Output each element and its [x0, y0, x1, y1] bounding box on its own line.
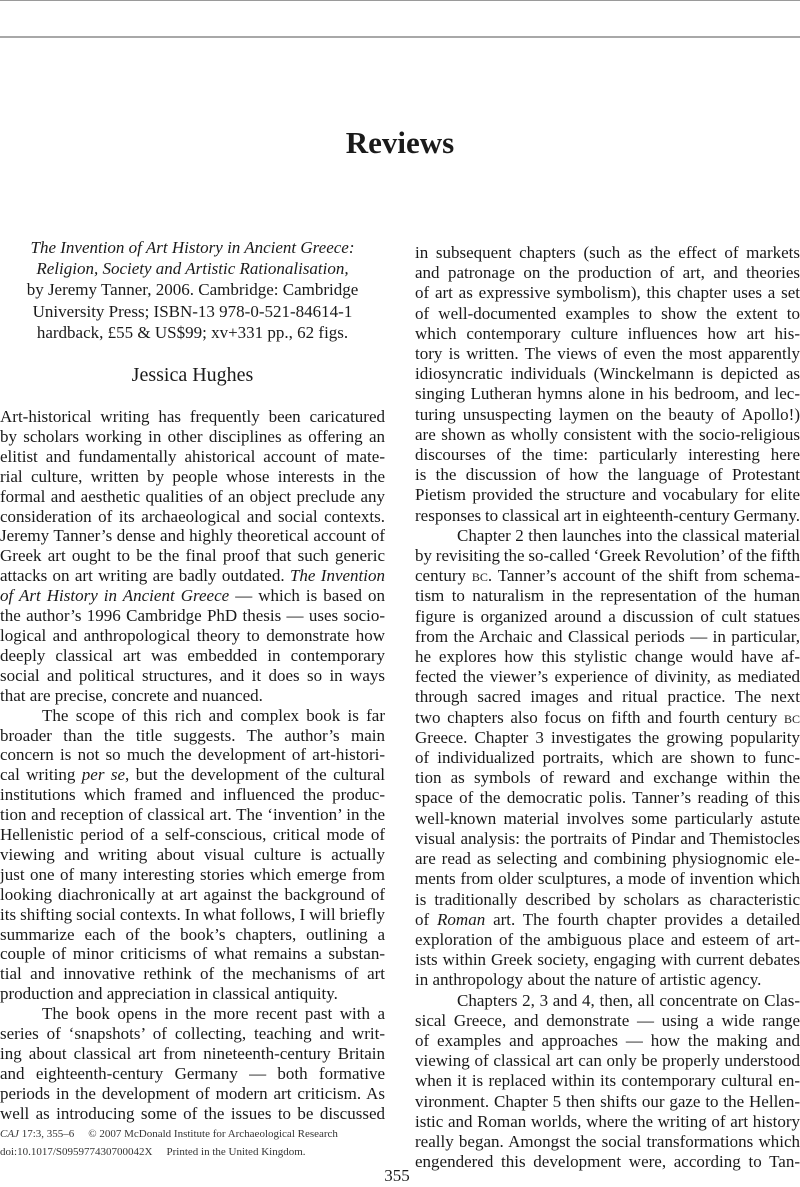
text-line: production and appreciation in classical antiquity. [0, 984, 338, 1004]
text-line: which contemporary culture influences how art his- [415, 323, 800, 343]
text-line: tion as symbols of reward and exchange within the [415, 768, 800, 788]
text-line: its shifting social contexts. In what follows, I will briefly [0, 904, 385, 924]
text-line: of Art History in Ancient Greece — which is based on [0, 586, 385, 606]
text-line: viewing of classical art can only be properly understood [415, 1051, 800, 1071]
text-line: by scholars working in other disciplines as offering an [0, 426, 385, 446]
copyright: © 2007 McDonald Institute for Archaeological Research [88, 1128, 338, 1140]
header-rule [0, 36, 800, 38]
top-rule [0, 0, 800, 1]
text-line: Art-historical writing has frequently been caricatured [0, 407, 385, 426]
text-line: that are precise, concrete and nuanced. [0, 685, 263, 705]
review-author: Jessica Hughes [131, 364, 254, 386]
text-line: two chapters also focus on fifth and fourth century bc [415, 707, 800, 727]
text-line: responses to classical art in eighteenth-century Germany. [415, 505, 800, 525]
book-title-line-1: The Invention of Art History in Ancient Greece: [30, 238, 355, 257]
text-line: The book opens in the more recent past with a [42, 1004, 385, 1024]
paragraph [0, 407, 385, 706]
text-line: of individualized portraits, which are shown to func- [415, 748, 800, 768]
text-line: is traditionally described by scholars as characteristic [415, 889, 800, 909]
text-line: tism to naturalism in the representation of the human [415, 586, 800, 606]
text-line: concern is not so much the development of art-histori- [0, 745, 385, 765]
paragraph [0, 1004, 385, 1123]
text-line: social and political structures, and it does so in ways [0, 665, 385, 685]
left-column [0, 407, 385, 1124]
text-line: of art as expressive symbolism), this chapter uses a set [415, 283, 800, 303]
text-line: series of ‘snapshots’ of collecting, teaching and writ- [0, 1024, 385, 1044]
citation-line-5: hardback, £55 & US$99; xv+331 pp., 62 figs. [36, 322, 349, 342]
book-citation [0, 237, 385, 343]
text-line: the author’s 1996 Cambridge PhD thesis — uses socio- [0, 606, 385, 626]
text-line: Pietism provided the structure and vocabulary for elite [415, 485, 800, 505]
text-line: from the Archaic and Classical periods — in particular, [415, 626, 800, 646]
text-line: periods in the development of modern art criticism. As [0, 1083, 385, 1103]
text-line: couple of minor criticisms of what remains a substan- [0, 944, 385, 964]
text-line: of Roman art. The fourth chapter provides a detailed [415, 909, 800, 929]
text-line: in subsequent chapters (such as the effect of markets [415, 243, 800, 262]
text-line: tion and reception of classical art. The ‘invention’ in the [0, 805, 385, 825]
text-line: ing about classical art from nineteenth-century Britain [0, 1044, 385, 1063]
text-line: idiosyncratic individuals (Winckelmann is depicted as [415, 364, 800, 384]
text-line: he explores how this stylistic change would have af- [415, 647, 800, 667]
section-title: Reviews [345, 125, 455, 160]
text-line: well-known material involves some particularly astute [415, 808, 800, 828]
citation-line-4: University Press; ISBN-13 978-0-521-84614-1 [32, 301, 353, 321]
text-line: looking diachronically at art against the background of [0, 884, 385, 904]
text-line: The scope of this rich and complex book is far [42, 705, 385, 725]
text-line: discourses of the time: particularly interesting here [415, 445, 800, 465]
text-line: deeply classical art was embedded in contemporary [0, 645, 385, 665]
paragraph [415, 243, 800, 526]
text-line: are read as selecting and combining physiognomic ele- [415, 849, 800, 869]
text-line: really began. Amongst the social transformations which [415, 1131, 800, 1151]
text-line: well as introducing some of the issues to be discussed [0, 1103, 385, 1123]
text-line: figure is organized around a discussion of cult statues [415, 606, 800, 626]
text-line: Chapters 2, 3 and 4, then, all concentrate on Clas- [457, 990, 800, 1010]
text-line: broader than the title suggests. The author’s main [0, 725, 385, 745]
text-line: tial and innovative rethink of the mechanisms of art [0, 964, 385, 984]
text-line: is the discussion of how the language of Protestant [415, 465, 800, 485]
text-line: Greece. Chapter 3 investigates the growing popularity [415, 727, 800, 747]
text-line: and eighteenth-century Germany — both formative [0, 1063, 385, 1083]
book-title-line-2: Religion, Society and Artistic Rationalisation, [36, 259, 349, 279]
text-line: Hellenistic period of a self-conscious, critical mode of [0, 825, 385, 845]
page-number: 355 [384, 1166, 410, 1185]
text-line: engendered this development were, according to Tan- [415, 1152, 800, 1172]
right-column [415, 243, 800, 1172]
journal-issue: 17:3, 355–6 [21, 1128, 75, 1140]
text-line: in anthropology about the nature of artistic agency. [415, 970, 762, 990]
paragraph [415, 526, 800, 991]
text-line: ists within Greek society, engaging with current debates [415, 950, 800, 970]
journal-name: CAJ [0, 1128, 19, 1140]
doi: doi:10.1017/S095977430700042X [0, 1146, 153, 1158]
text-line: when it is replaced within its contemporary cultural en- [415, 1071, 800, 1091]
text-line: tory is written. The views of even the most apparently [415, 344, 800, 364]
text-line: attacks on art writing are badly outdated. The Invention [0, 566, 385, 586]
text-line: viewing and writing about visual culture is actually [0, 844, 385, 864]
text-line: turing unsuspecting laymen on the beauty of Apollo!) [415, 404, 800, 424]
text-line: century bc. Tanner’s account of the shift from schema- [415, 566, 800, 586]
text-line: formal and aesthetic qualities of an object preclude any [0, 486, 385, 506]
text-line: visual analysis: the portraits of Pindar and Themistocles [415, 828, 800, 848]
text-line: by revisiting the so-called ‘Greek Revolution’ of the fifth [415, 546, 800, 566]
text-line: through sacred images and ritual practice. The next [415, 687, 800, 707]
text-line: Greek art ought to be the final proof that such generic [0, 546, 385, 566]
text-line: of examples and approaches — how the making and [415, 1030, 800, 1050]
text-line: vironment. Chapter 5 then shifts our gaze to the Hellen- [415, 1091, 800, 1111]
text-line: summarize each of the book’s chapters, outlining a [0, 924, 385, 944]
text-line: ments from older sculptures, a mode of invention which [415, 869, 800, 889]
text-line: elitist and fundamentally ahistorical account of mate- [0, 446, 385, 466]
text-line: of well-documented examples to show the extent to [415, 303, 800, 323]
text-line: cal writing per se, but the development of the cultural [0, 765, 385, 785]
text-line: singing Lutheran hymns alone in his bedroom, and lec- [415, 384, 800, 404]
printed-in: Printed in the United Kingdom. [166, 1146, 306, 1158]
citation-line-3: by Jeremy Tanner, 2006. Cambridge: Cambridge [26, 280, 359, 300]
text-line: institutions which framed and influenced the produc- [0, 785, 385, 805]
text-line: istic and Roman worlds, where the writing of art history [415, 1111, 800, 1131]
text-line: fected the viewer’s experience of divinity, as mediated [415, 667, 800, 687]
text-line: just one of many interesting stories which emerge from [0, 864, 385, 884]
text-line: consideration of its archaeological and social contexts. [0, 506, 385, 526]
text-line: rial culture, written by people whose interests in the [0, 466, 385, 486]
text-line: sical Greece, and demonstrate — using a wide range [415, 1010, 800, 1030]
paragraph [0, 706, 385, 1005]
journal-footer [0, 1125, 385, 1161]
text-line: logical and anthropological theory to demonstrate how [0, 625, 385, 645]
paragraph [415, 991, 800, 1173]
text-line: Chapter 2 then launches into the classical material [457, 525, 800, 545]
text-line: and patronage on the production of art, and theories [415, 263, 800, 283]
text-line: are shown as wholly consistent with the socio-religious [415, 424, 800, 444]
text-line: exploration of the ambiguous place and esteem of art- [415, 929, 800, 949]
text-line: Jeremy Tanner’s dense and highly theoretical account of [0, 526, 385, 546]
text-line: space of the democratic polis. Tanner’s reading of this [415, 788, 800, 808]
